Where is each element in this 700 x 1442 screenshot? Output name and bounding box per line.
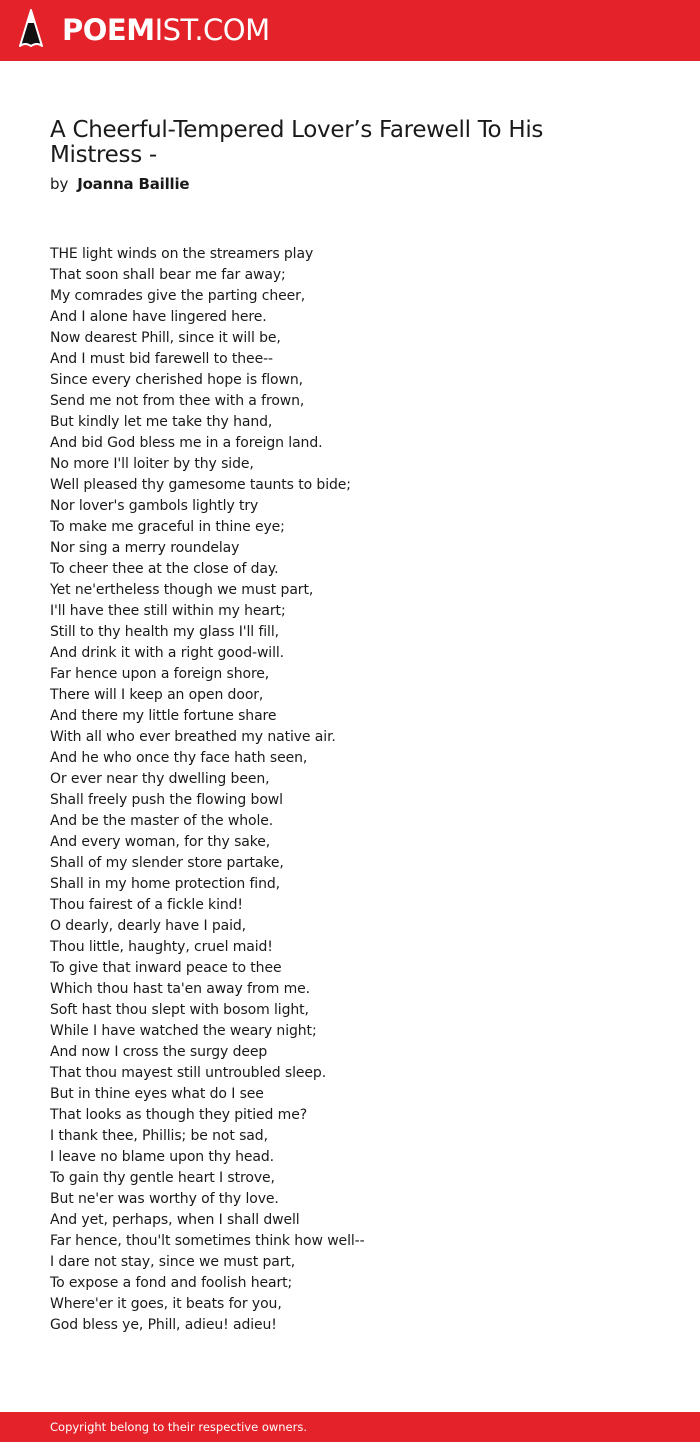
byline	[50, 174, 189, 194]
poem-line: Far hence, thou'lt sometimes think how well--	[50, 1233, 365, 1249]
poem-line: Send me not from thee with a frown,	[50, 393, 305, 409]
poem-line: Now dearest Phill, since it will be,	[50, 330, 281, 346]
poem-line: And now I cross the surgy deep	[50, 1044, 268, 1060]
poem-line: Since every cherished hope is flown,	[50, 372, 303, 388]
poem-line: To expose a fond and foolish heart;	[50, 1275, 293, 1291]
poem-line: And be the master of the whole.	[50, 813, 274, 829]
poem-line: I'll have thee still within my heart;	[50, 603, 286, 619]
site-logo-text	[62, 9, 270, 51]
poem-line: To make me graceful in thine eye;	[50, 519, 285, 535]
site-logo-link[interactable]	[18, 9, 270, 51]
poem-line: My comrades give the parting cheer,	[50, 288, 306, 304]
poem-line: Yet ne'ertheless though we must part,	[50, 582, 314, 598]
poem-line: But in thine eyes what do I see	[50, 1086, 264, 1102]
poem-line: With all who ever breathed my native air.	[50, 729, 336, 745]
poem-line: That soon shall bear me far away;	[50, 267, 286, 283]
poem-line: Which thou hast ta'en away from me.	[50, 981, 310, 997]
poem-line: And he who once thy face hath seen,	[50, 750, 308, 766]
poem-line: Shall freely push the flowing bowl	[50, 792, 283, 808]
poem-title: A Cheerful-Tempered Lover’s Farewell To His Mistress -	[50, 117, 544, 168]
poem-line: And there my little fortune share	[50, 708, 277, 724]
poem-line: And bid God bless me in a foreign land.	[50, 435, 323, 451]
poem-line: Far hence upon a foreign shore,	[50, 666, 270, 682]
logo-text-light: IST.COM	[154, 13, 270, 47]
poem-line: I leave no blame upon thy head.	[50, 1149, 275, 1165]
poem-line: Where'er it goes, it beats for you,	[50, 1296, 282, 1312]
poem-line: Still to thy health my glass I'll fill,	[50, 624, 279, 640]
poem-line: There will I keep an open door,	[50, 687, 264, 703]
poem-line: That thou mayest still untroubled sleep.	[50, 1065, 327, 1081]
poem-line: To cheer thee at the close of day.	[50, 561, 279, 577]
poem-line: God bless ye, Phill, adieu! adieu!	[50, 1317, 277, 1333]
poem-line: While I have watched the weary night;	[50, 1023, 317, 1039]
poem-line: Thou fairest of a fickle kind!	[50, 897, 243, 913]
poem-line: Shall of my slender store partake,	[50, 855, 284, 871]
author-name: Joanna Baillie	[77, 175, 190, 193]
poem-line: Well pleased thy gamesome taunts to bide;	[50, 477, 351, 493]
poem-line: And I alone have lingered here.	[50, 309, 267, 325]
poem-line: But ne'er was worthy of thy love.	[50, 1191, 279, 1207]
poem-line: Shall in my home protection find,	[50, 876, 280, 892]
poem-line: That looks as though they pitied me?	[50, 1107, 308, 1123]
poem-line: O dearly, dearly have I paid,	[50, 918, 247, 934]
poem-line: To give that inward peace to thee	[50, 960, 282, 976]
poem-line: THE light winds on the streamers play	[50, 246, 314, 262]
pencil-tip-icon	[18, 9, 44, 51]
poem-line: And yet, perhaps, when I shall dwell	[50, 1212, 300, 1228]
site-footer	[0, 1412, 700, 1442]
poem-line: I thank thee, Phillis; be not sad,	[50, 1128, 268, 1144]
site-header	[0, 0, 700, 61]
poem-line: To gain thy gentle heart I strove,	[50, 1170, 275, 1186]
poem-line: Or ever near thy dwelling been,	[50, 771, 270, 787]
poem-line: And drink it with a right good-will.	[50, 645, 285, 661]
poem-body	[50, 244, 650, 1336]
poem-line: Thou little, haughty, cruel maid!	[50, 939, 273, 955]
poem-line: I dare not stay, since we must part,	[50, 1254, 296, 1270]
poem-line: Nor sing a merry roundelay	[50, 540, 240, 556]
byline-label: by	[50, 175, 69, 193]
poem-line: No more I'll loiter by thy side,	[50, 456, 254, 472]
poem-line: Soft hast thou slept with bosom light,	[50, 1002, 309, 1018]
copyright-notice: Copyright belong to their respective owners.	[50, 1420, 308, 1434]
poem-line: But kindly let me take thy hand,	[50, 414, 273, 430]
poem-line: And I must bid farewell to thee--	[50, 351, 273, 367]
poem-line: Nor lover's gambols lightly try	[50, 498, 259, 514]
logo-text-bold: POEM	[62, 13, 155, 47]
poem-line: And every woman, for thy sake,	[50, 834, 271, 850]
